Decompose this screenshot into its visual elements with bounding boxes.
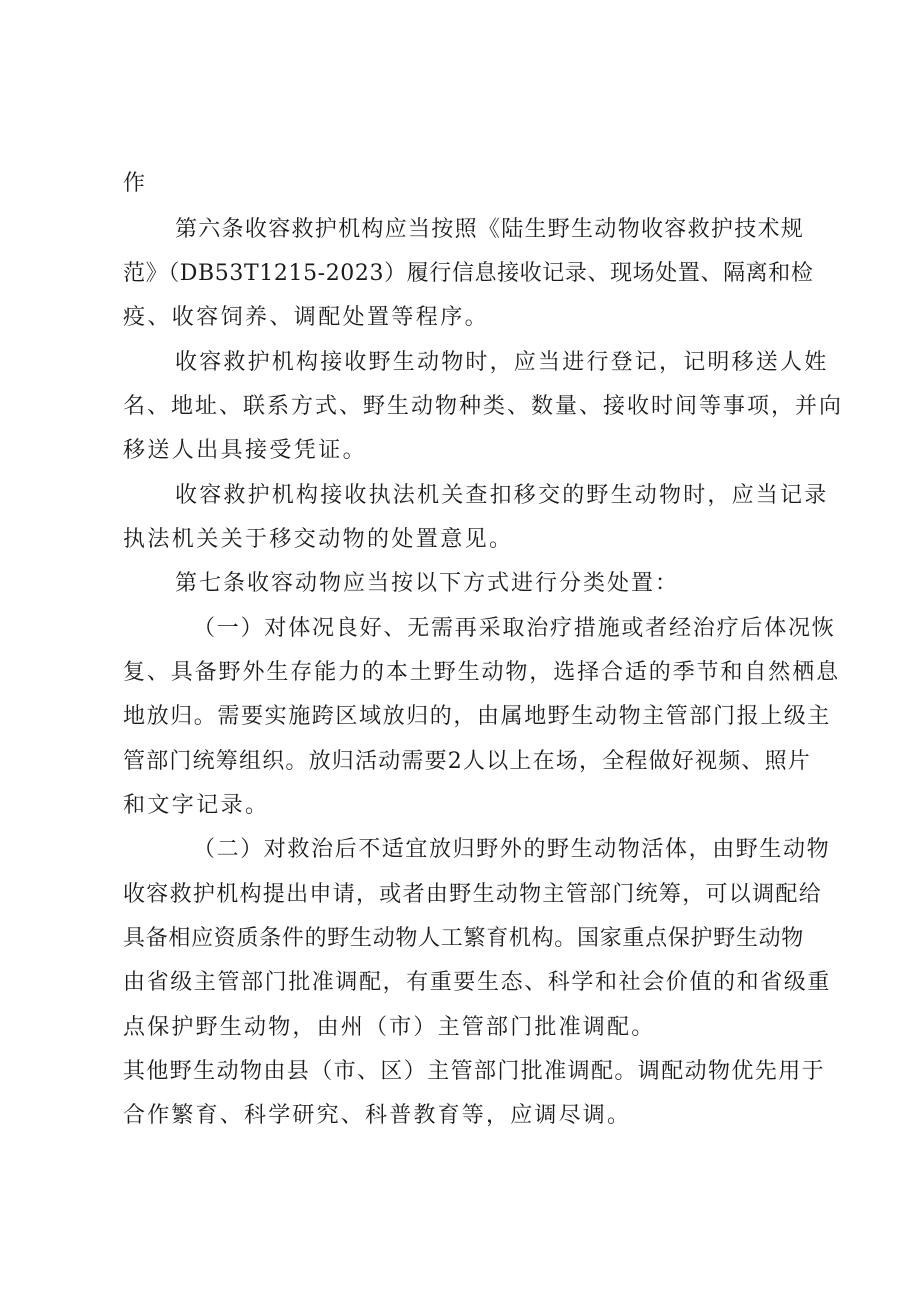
text-line: 具备相应资质条件的野生动物人工繁育机构。国家重点保护野生动物 [123, 926, 805, 951]
text-line: 其他野生动物由县（市、区）主管部门批准调配。调配动物优先用于 [123, 1059, 826, 1084]
text-line: 收容救护机构接收执法机关查扣移交的野生动物时，应当记录 [175, 483, 829, 508]
text-line: 点保护野生动物，由州（市）主管部门批准调配。 [123, 1015, 656, 1040]
text-line: 由省级主管部门批准调配，有重要生态、科学和社会价值的和省级重 [123, 970, 832, 995]
text-line: 范》（DB53T1215-2023）履行信息接收记录、现场处置、隔离和检 [123, 261, 814, 286]
text-line: 第六条收容救护机构应当按照《陆生野生动物收容救护技术规 [175, 217, 805, 242]
text-line: 收容救护机构提出申请，或者由野生动物主管部门统筹，可以调配给 [123, 882, 823, 907]
text-line: 合作繁育、科学研究、科普教育等，应调尽调。 [123, 1103, 632, 1128]
text-line: 执法机关关于移交动物的处置意见。 [123, 527, 514, 552]
text-line: 疫、收容饲养、调配处置等程序。 [123, 305, 490, 330]
text-line: 复、具备野外生存能力的本土野生动物，选择合适的季节和自然栖息 [123, 660, 841, 685]
text-line: 管部门统筹组织。放归活动需要2人以上在场，全程做好视频、照片 [123, 749, 811, 774]
text-line: 作 [123, 171, 146, 196]
text-line: 移送人出具接受凭证。 [123, 438, 368, 463]
text-line: 第七条收容动物应当按以下方式进行分类处置： [175, 571, 680, 596]
text-line: （一）对体况良好、无需再采取治疗措施或者经治疗后体况恢 [193, 616, 836, 641]
text-line: 地放归。需要实施跨区域放归的，由属地野生动物主管部门报上级主 [123, 704, 832, 729]
text-line: 收容救护机构接收野生动物时，应当进行登记，记明移送人姓 [175, 350, 829, 375]
text-line: 名、地址、联系方式、野生动物种类、数量、接收时间等事项，并向 [123, 394, 844, 419]
text-line: 和文字记录。 [123, 793, 270, 818]
text-line: （二）对救治后不适宜放归野外的野生动物活体，由野生动物 [193, 837, 831, 862]
